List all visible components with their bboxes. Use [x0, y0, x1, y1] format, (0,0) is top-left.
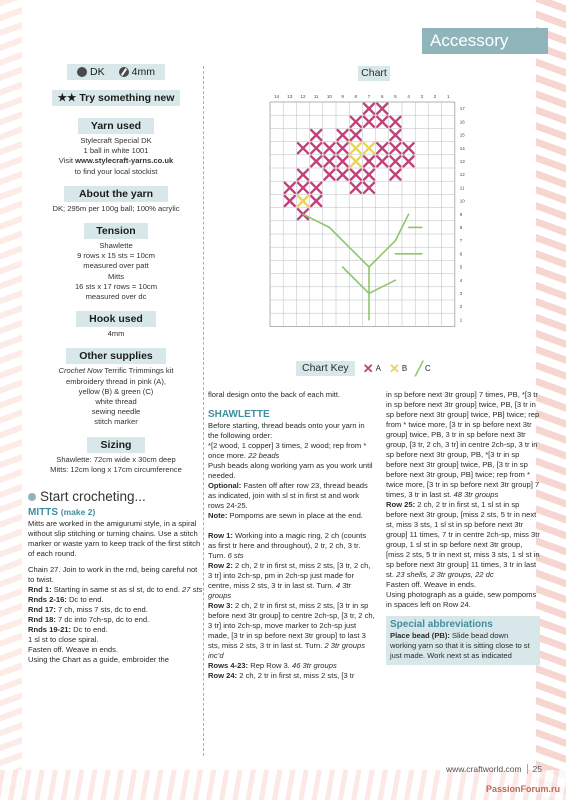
sizing-heading: Sizing [87, 437, 145, 453]
bead-order-count: 22 beads [248, 451, 280, 460]
row-text: Rep Row 3. [248, 661, 292, 670]
optional-label: Optional: [208, 481, 242, 490]
chart-column-number: 4 [407, 94, 410, 99]
chart-row-number: 13 [459, 159, 465, 164]
optional-text: Fasten off after row 23, thread beads as indicated, join with sl st in first st and work rows 24-25. [208, 481, 368, 510]
key-letter: A [375, 364, 381, 373]
sizes-bar [67, 64, 165, 80]
bead-push: Push beads along working yarn as you work until needed. [208, 461, 373, 480]
yarn-weight [77, 64, 105, 80]
skill-label: Try something new [79, 92, 175, 104]
yarn-ball-icon [77, 67, 87, 77]
chart-column-number: 3 [420, 94, 424, 99]
bead-order-text: *[2 wood, 1 copper] 3 times, 2 wood; rep from * once more. [208, 441, 367, 460]
row-text: Working into a magic ring, 2 ch (counts as first tr here and throughout), 2 tr, 2 ch, 3 tr. Turn. [208, 531, 367, 560]
row-count: 4 3tr groups [208, 581, 352, 600]
mitts-intro: Mitts are worked in the amigurumi style, in a spiral without slip stitching or turning chains. Use a stitch marker or waste yarn to keep track of the first stitch of each round. [28, 519, 201, 559]
row-text: 7 dc into 7ch-sp, dc to end. [55, 615, 150, 625]
yarn-visit-suffix: to find your local stockist [74, 166, 158, 176]
row-text: 2 ch, 2 tr in first st, miss 2 sts, [3 tr in sp before next 3tr group] to centre 2ch-sp, [3 tr, 2 ch, 3 tr] into 2ch-sp, move marker to 2ch-sp just made, [3 tr in sp before next 3tr group] to last 3 sts, miss 2 sts, 3 tr in last st. Turn. [208, 601, 375, 650]
section-tab: Accessory [422, 28, 548, 54]
row-label: Row 24: [208, 671, 238, 680]
tension-heading: Tension [84, 223, 148, 239]
row-text: Dc to end. [66, 595, 104, 605]
row-text: Starting in same st as sl st, dc to end. [51, 585, 183, 595]
bead-order [208, 441, 376, 461]
finish-line: Fasten off. Weave in ends. [386, 580, 477, 589]
shawlette-heading: SHAWLETTE [208, 409, 270, 420]
mitts-row [28, 625, 204, 635]
chart-row-number: 2 [459, 304, 463, 310]
chart-column-number: 2 [433, 94, 437, 99]
chart-column-number: 1 [446, 94, 450, 99]
page-footer [446, 764, 542, 774]
chart-column-number: 13 [287, 94, 293, 99]
yarn-used-line: 1 ball in white 1001 [83, 146, 149, 156]
chart-row-number: 12 [459, 172, 465, 178]
supply-line: stitch marker [94, 417, 138, 427]
abbreviations-box [386, 616, 540, 665]
abbreviations-title: Special abbreviations [390, 619, 493, 630]
row-label: Rnds 2-16: [28, 595, 67, 605]
key-item-c [415, 362, 431, 375]
chart-column-number: 7 [367, 94, 371, 99]
footer-site[interactable]: www.craftworld.com [445, 764, 522, 774]
chart-row-number: 4 [459, 277, 463, 283]
yarn-used-line: Stylecraft Special DK [80, 136, 152, 145]
shawlette-continued-column [386, 390, 540, 665]
row-text: 2 ch, 2 tr in first st, miss 2 sts, [3 tr, 2 ch, 3 tr] into 2ch-sp, pm in 2ch-sp just made for centre, miss 2 sts, 3 tr in last st. Turn. [208, 561, 371, 590]
shawlette-row [208, 601, 376, 661]
mitts-title: MITTS [28, 507, 58, 519]
mitts-row [28, 615, 204, 625]
about-yarn-heading: About the yarn [64, 186, 168, 202]
chart-row-number: 17 [459, 106, 465, 112]
yarn-used-heading: Yarn used [78, 118, 154, 134]
chart-row-number: 6 [459, 251, 463, 257]
abbreviation-label: Place bead (PB): [390, 631, 450, 640]
crochet-hook-icon [119, 67, 129, 77]
row24-count: 48 3tr groups [453, 490, 499, 499]
chart-row-number: 11 [459, 185, 465, 191]
chart-title: Chart [358, 66, 390, 81]
row-label: Rnd 18: [28, 615, 56, 625]
supply-line: embroidery thread in pink (A), [65, 376, 167, 386]
row-count: 27 sts [182, 585, 203, 595]
kit-line [28, 366, 204, 376]
tension-line: Mitts [107, 271, 125, 281]
chart-row-number: 10 [459, 198, 465, 204]
shawlette-row [208, 661, 376, 671]
row-text: 7 ch, miss 7 sts, dc to end. [55, 605, 148, 615]
hook-used-text: 4mm [107, 329, 125, 339]
sizing-line: Shawlette: 72cm wide x 30cm deep [56, 454, 176, 464]
footer-separator [527, 764, 528, 774]
row-count: 46 3tr groups [292, 661, 337, 670]
supply-line: yellow (B) & green (C) [78, 386, 154, 396]
row-count: 6 sts [227, 551, 244, 560]
mitts-close-line: Fasten off. Weave in ends. [28, 645, 119, 655]
mitts-row [28, 605, 204, 615]
supply-line: sewing needle [91, 407, 141, 417]
start-heading-text: Start crocheting... [40, 489, 146, 505]
bullet-dot-icon [28, 493, 36, 501]
shawlette-row [208, 531, 376, 561]
mitts-close-line: Using the Chart as a guide, embroider the [28, 655, 169, 665]
row-label: Row 2: [208, 561, 233, 570]
row-label: Row 3: [208, 601, 233, 610]
row-label: Rows 4-23: [208, 661, 249, 670]
row-label: Row 1: [208, 531, 233, 540]
row-count: 2 3tr groups inc’d [208, 641, 365, 660]
row-text: Dc to end. [71, 625, 108, 635]
chart-column-number: 10 [326, 94, 332, 99]
shawlette-intro: Before starting, thread beads onto your yarn in the following order: [208, 421, 365, 440]
mitts-close-line: 1 sl st to close spiral. [28, 635, 99, 645]
chart-column-number: 11 [313, 94, 319, 99]
page-number: 25 [532, 764, 542, 774]
hook-used-heading: Hook used [76, 311, 156, 327]
chart-row-number: 9 [459, 211, 463, 217]
mitts-continued: floral design onto the back of each mitt. [208, 390, 341, 399]
mitts-row [28, 595, 204, 605]
decorative-right-border [536, 0, 566, 800]
other-supplies-heading: Other supplies [66, 348, 166, 364]
sizing-line: Mitts: 12cm long x 17cm circumference [50, 464, 182, 474]
chart-column-number: 8 [354, 94, 358, 99]
row-label: Rnds 19-21: [28, 625, 72, 635]
key-item-b [389, 362, 407, 375]
shawlette-column [208, 390, 376, 681]
row-label: Row 25: [386, 500, 416, 509]
row-label: Rnd 1: [28, 585, 52, 595]
chart-row-number: 5 [459, 264, 463, 270]
hook-size-label: 4mm [131, 66, 155, 78]
yarn-weight-label: DK [90, 66, 105, 78]
hook-size [119, 64, 155, 80]
pompom-note [208, 511, 376, 521]
key-letter: C [425, 364, 431, 373]
yarn-visit-line [28, 156, 204, 166]
shawlette-pattern [208, 421, 376, 681]
cross-b-icon: ✕ [388, 361, 400, 376]
other-supplies-text [28, 366, 204, 427]
tension-line: Shawlette [99, 241, 133, 251]
kit-name: Terrific Trimmings kit [102, 366, 174, 376]
mitts-row [28, 585, 204, 595]
chart-row-number: 14 [459, 145, 465, 151]
row-label: Rnd 17: [28, 605, 56, 615]
chart-row-number: 16 [459, 119, 465, 125]
visit-prefix: Visit [58, 156, 76, 166]
decorative-left-border [0, 0, 22, 800]
shawlette-row [208, 671, 376, 681]
yarn-used-text [28, 136, 204, 177]
key-item-a [363, 362, 381, 375]
row24-text: in sp before next 3tr group] 7 times, PB, *[3 tr in sp before next 3tr group] twice, PB, [3 tr in sp before next 3tr group] twice, PB] twice; rep from * twice more, [3 tr in sp before next 3tr group] twice, PB, 3 tr in sp before next 3tr group, [3 tr, 2 ch, 3 tr] in centre 2ch-sp, 3 tr in sp before next 3tr group, PB, *[3 tr in sp before next 3tr group] twice, PB, [3 tr in sp before next 3tr group, PB] twice; rep from * twice more, [3 tr in sp before next 3tr group] 7 times, 3 tr in last st. [386, 390, 540, 499]
row-text: 2 ch, 2 tr in first st, miss 2 sts, [3 tr [237, 671, 355, 680]
abbreviation-text: Slide bead down working yarn so that it is sitting close to st just made. Work next st as indicated [390, 631, 530, 660]
watermark: PassionForum.ru [485, 784, 560, 794]
chart-key [296, 361, 431, 376]
cross-stitch-chart [262, 88, 492, 344]
tension-line: 16 sts x 17 rows = 10cm [74, 281, 158, 291]
kit-brand: Crochet Now [58, 366, 103, 376]
note-text: Pompoms are sewn in place at the end. [227, 511, 363, 520]
tension-line: measured over patt [83, 261, 149, 271]
chart-column-number: 9 [341, 94, 344, 99]
chart-row-number: 15 [459, 132, 465, 138]
chart-row-number: 8 [459, 225, 463, 230]
mitts-pattern [28, 519, 204, 665]
chart-column-number: 12 [300, 94, 306, 99]
row-count: 23 shells, 2 3tr groups, 22 dc [396, 570, 494, 579]
supply-line: white thread [95, 397, 137, 407]
sizing-text [28, 455, 204, 475]
finish-line: Using photograph as a guide, sew pompoms in spaces left on Row 24. [386, 590, 537, 609]
mitts-chain: Chain 27. Join to work in the rnd, being careful not to twist. [28, 565, 198, 585]
chart-column-number: 5 [394, 94, 397, 99]
tension-line: 9 rows x 15 sts = 10cm [77, 251, 155, 261]
chart-key-label: Chart Key [296, 361, 355, 376]
optional-note [208, 481, 376, 511]
chart-row-number: 7 [459, 238, 463, 244]
start-heading [28, 489, 204, 504]
decorative-bottom-border [0, 770, 566, 800]
info-column [28, 64, 204, 665]
stem-c-icon: ╱ [415, 361, 424, 376]
note-label: Note: [208, 511, 228, 520]
star-icon: ★★ [57, 92, 77, 104]
key-letter: B [401, 364, 408, 373]
chart-row-number: 3 [459, 291, 463, 296]
mitts-heading [28, 507, 204, 518]
shawlette-continued [386, 390, 540, 610]
chart-row-number: 1 [459, 317, 463, 323]
chart-column-number: 6 [380, 94, 384, 99]
mitts-note: (make 2) [60, 507, 96, 518]
skill-level [52, 90, 180, 106]
tension-text [28, 241, 204, 302]
row24-continued [386, 390, 540, 500]
row25 [386, 500, 540, 580]
tension-line: measured over dc [85, 292, 147, 302]
cross-a-icon: ✕ [362, 361, 374, 376]
chart-column-number: 14 [274, 94, 280, 99]
about-yarn-text: DK; 295m per 100g ball; 100% acrylic [52, 203, 180, 213]
stockist-link[interactable]: www.stylecraft-yarns.co.uk [75, 156, 174, 166]
row-text: 2 ch, 2 tr in first st, 1 sl st in sp before next 3tr group, [miss 2 sts, 5 tr in next st, miss 3 sts, 1 sl st in sp before next 3tr group] 11 times, 7 tr in centre 2ch-sp, miss 3tr group, 1 sl st in sp before next 3tr group, [miss 2 sts, 5 tr in next st, miss 3 sts, 1 sl st in sp before next 3tr group] 11 times, 3 tr in last st. [386, 500, 540, 579]
shawlette-row [208, 561, 376, 601]
